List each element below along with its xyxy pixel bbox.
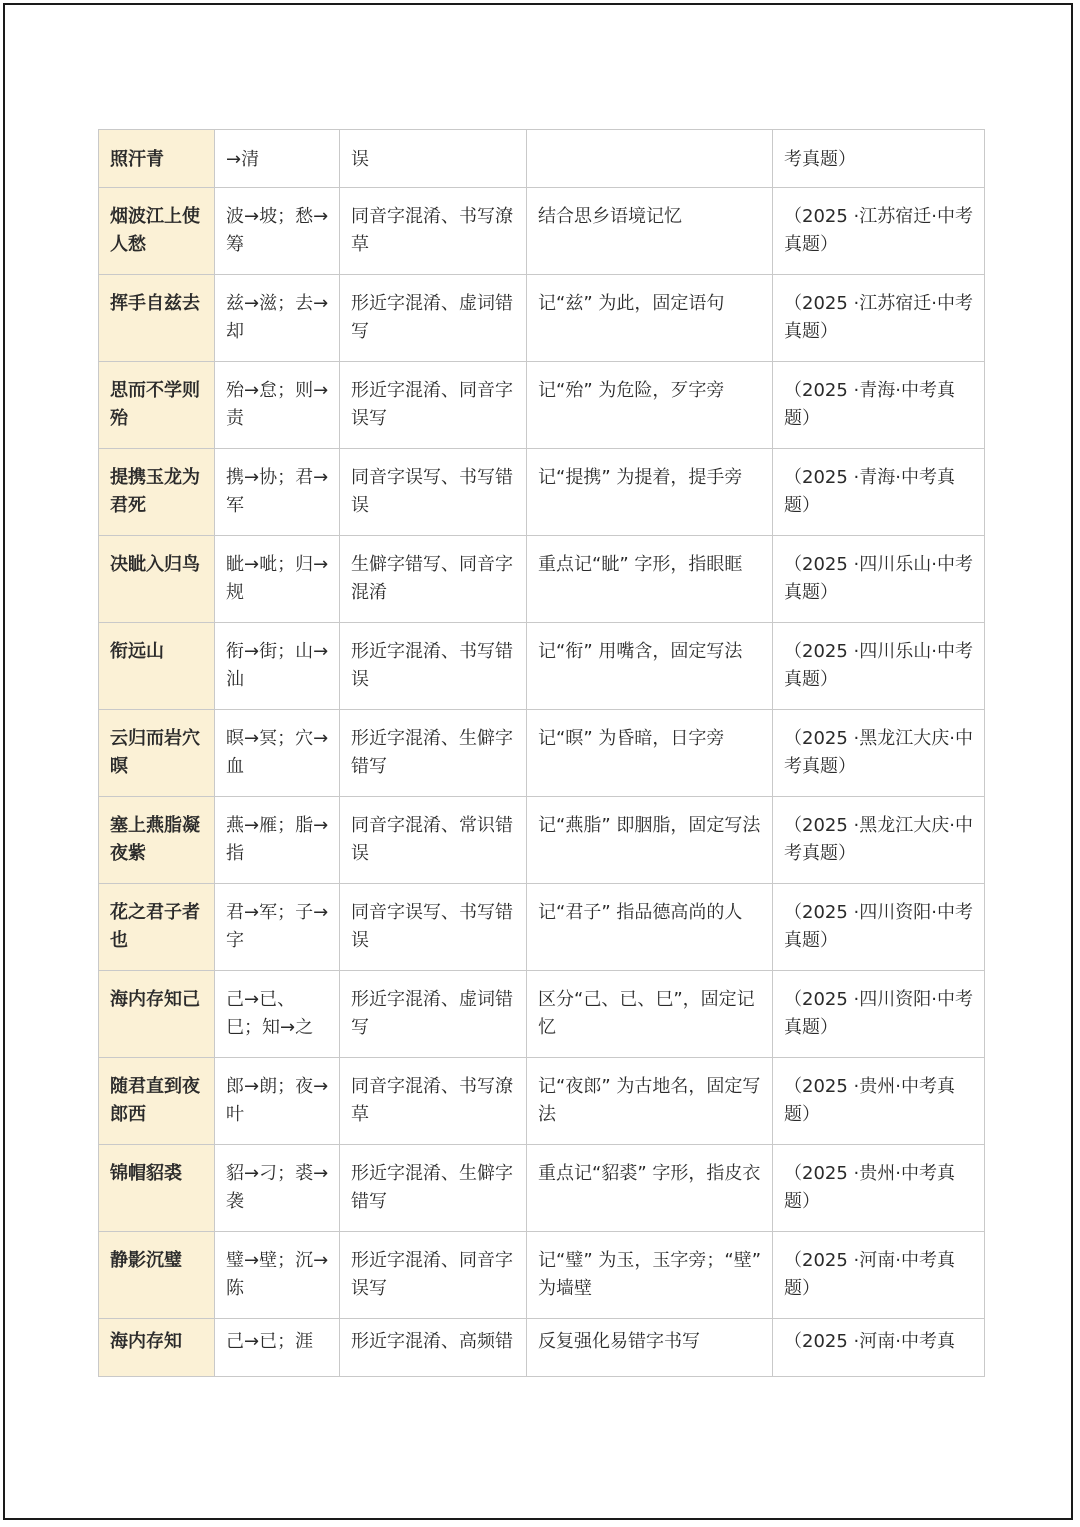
error-cell: 己→已、巳；知→之 [215,971,340,1058]
memory-tip-cell [527,130,773,188]
table-row [99,449,985,536]
table-row [99,275,985,362]
memory-tip-cell: 记“衔” 用嘴含，固定写法 [527,623,773,710]
memory-tip-cell: 重点记“貂裘” 字形，指皮衣 [527,1145,773,1232]
error-type-cell: 同音字误写、书写错误 [340,449,527,536]
source-cell: （2025 ·四川乐山·中考真题） [773,536,985,623]
source-cell: （2025 ·贵州·中考真题） [773,1058,985,1145]
error-cell: 携→协；君→军 [215,449,340,536]
memory-tip-cell: 反复强化易错字书写 [527,1319,773,1377]
source-cell: （2025 ·贵州·中考真题） [773,1145,985,1232]
error-cell: 璧→壁；沉→陈 [215,1232,340,1319]
error-type-cell: 形近字混淆、生僻字错写 [340,710,527,797]
source-cell: （2025 ·青海·中考真题） [773,449,985,536]
memory-tip-cell: 记“夜郎” 为古地名，固定写法 [527,1058,773,1145]
table-row [99,623,985,710]
error-cell: 眦→呲；归→规 [215,536,340,623]
table-row [99,1145,985,1232]
error-cell: 燕→雁；脂→指 [215,797,340,884]
table-row [99,1058,985,1145]
error-type-cell: 生僻字错写、同音字混淆 [340,536,527,623]
error-cell: 暝→冥；穴→血 [215,710,340,797]
memory-tip-cell: 记“璧” 为玉，玉字旁；“壁” 为墙壁 [527,1232,773,1319]
error-type-cell: 同音字混淆、常识错误 [340,797,527,884]
source-cell: （2025 ·青海·中考真题） [773,362,985,449]
memory-tip-cell: 记“暝” 为昏暗，日字旁 [527,710,773,797]
poem-line-cell: 云归而岩穴暝 [99,710,215,797]
error-table [98,129,985,1377]
table-row [99,884,985,971]
memory-tip-cell: 记“君子” 指品德高尚的人 [527,884,773,971]
error-cell: →清 [215,130,340,188]
error-cell: 己→已；涯 [215,1319,340,1377]
poem-line-cell: 决眦入归鸟 [99,536,215,623]
error-type-cell: 形近字混淆、生僻字错写 [340,1145,527,1232]
source-cell: （2025 ·黑龙江大庆·中考真题） [773,797,985,884]
error-cell: 波→坡；愁→筹 [215,188,340,275]
source-cell: （2025 ·河南·中考真 [773,1319,985,1377]
table-row [99,130,985,188]
poem-line-cell: 随君直到夜郎西 [99,1058,215,1145]
poem-line-cell: 照汗青 [99,130,215,188]
poem-line-cell: 衔远山 [99,623,215,710]
error-cell: 兹→滋；去→却 [215,275,340,362]
poem-line-cell: 静影沉璧 [99,1232,215,1319]
error-type-cell: 形近字混淆、同音字误写 [340,1232,527,1319]
table-row [99,362,985,449]
error-cell: 君→军；子→字 [215,884,340,971]
table-row [99,188,985,275]
error-type-cell: 误 [340,130,527,188]
poem-line-cell: 挥手自兹去 [99,275,215,362]
error-type-cell: 同音字混淆、书写潦草 [340,1058,527,1145]
table-row [99,710,985,797]
memory-tip-cell: 记“兹” 为此，固定语句 [527,275,773,362]
memory-tip-cell: 记“提携” 为提着，提手旁 [527,449,773,536]
memory-tip-cell: 区分“己、已、巳”，固定记忆 [527,971,773,1058]
table-body [99,130,985,1377]
poem-line-cell: 思而不学则殆 [99,362,215,449]
poem-line-cell: 塞上燕脂凝夜紫 [99,797,215,884]
error-cell: 殆→怠；则→责 [215,362,340,449]
memory-tip-cell: 记“燕脂” 即胭脂，固定写法 [527,797,773,884]
memory-tip-cell: 重点记“眦” 字形，指眼眶 [527,536,773,623]
source-cell: （2025 ·黑龙江大庆·中考真题） [773,710,985,797]
memory-tip-cell: 结合思乡语境记忆 [527,188,773,275]
poem-line-cell: 花之君子者也 [99,884,215,971]
error-cell: 郎→朗；夜→叶 [215,1058,340,1145]
error-cell: 貂→刁；裘→袭 [215,1145,340,1232]
source-cell: （2025 ·四川资阳·中考真题） [773,971,985,1058]
error-type-cell: 同音字误写、书写错误 [340,884,527,971]
error-type-cell: 形近字混淆、高频错 [340,1319,527,1377]
source-cell: （2025 ·河南·中考真题） [773,1232,985,1319]
memory-tip-cell: 记“殆” 为危险，歹字旁 [527,362,773,449]
table-row [99,1232,985,1319]
poem-line-cell: 海内存知 [99,1319,215,1377]
table-row [99,971,985,1058]
error-type-cell: 同音字混淆、书写潦草 [340,188,527,275]
table-row [99,536,985,623]
error-type-cell: 形近字混淆、同音字误写 [340,362,527,449]
error-type-cell: 形近字混淆、虚词错写 [340,971,527,1058]
source-cell: （2025 ·江苏宿迁·中考真题） [773,188,985,275]
poem-line-cell: 提携玉龙为君死 [99,449,215,536]
table-row [99,1319,985,1377]
poem-line-cell: 烟波江上使人愁 [99,188,215,275]
error-type-cell: 形近字混淆、虚词错写 [340,275,527,362]
poem-line-cell: 海内存知己 [99,971,215,1058]
source-cell: （2025 ·四川资阳·中考真题） [773,884,985,971]
source-cell: （2025 ·四川乐山·中考真题） [773,623,985,710]
error-cell: 衔→街；山→汕 [215,623,340,710]
source-cell: （2025 ·江苏宿迁·中考真题） [773,275,985,362]
table-row [99,797,985,884]
source-cell: 考真题） [773,130,985,188]
poem-line-cell: 锦帽貂裘 [99,1145,215,1232]
error-type-cell: 形近字混淆、书写错误 [340,623,527,710]
